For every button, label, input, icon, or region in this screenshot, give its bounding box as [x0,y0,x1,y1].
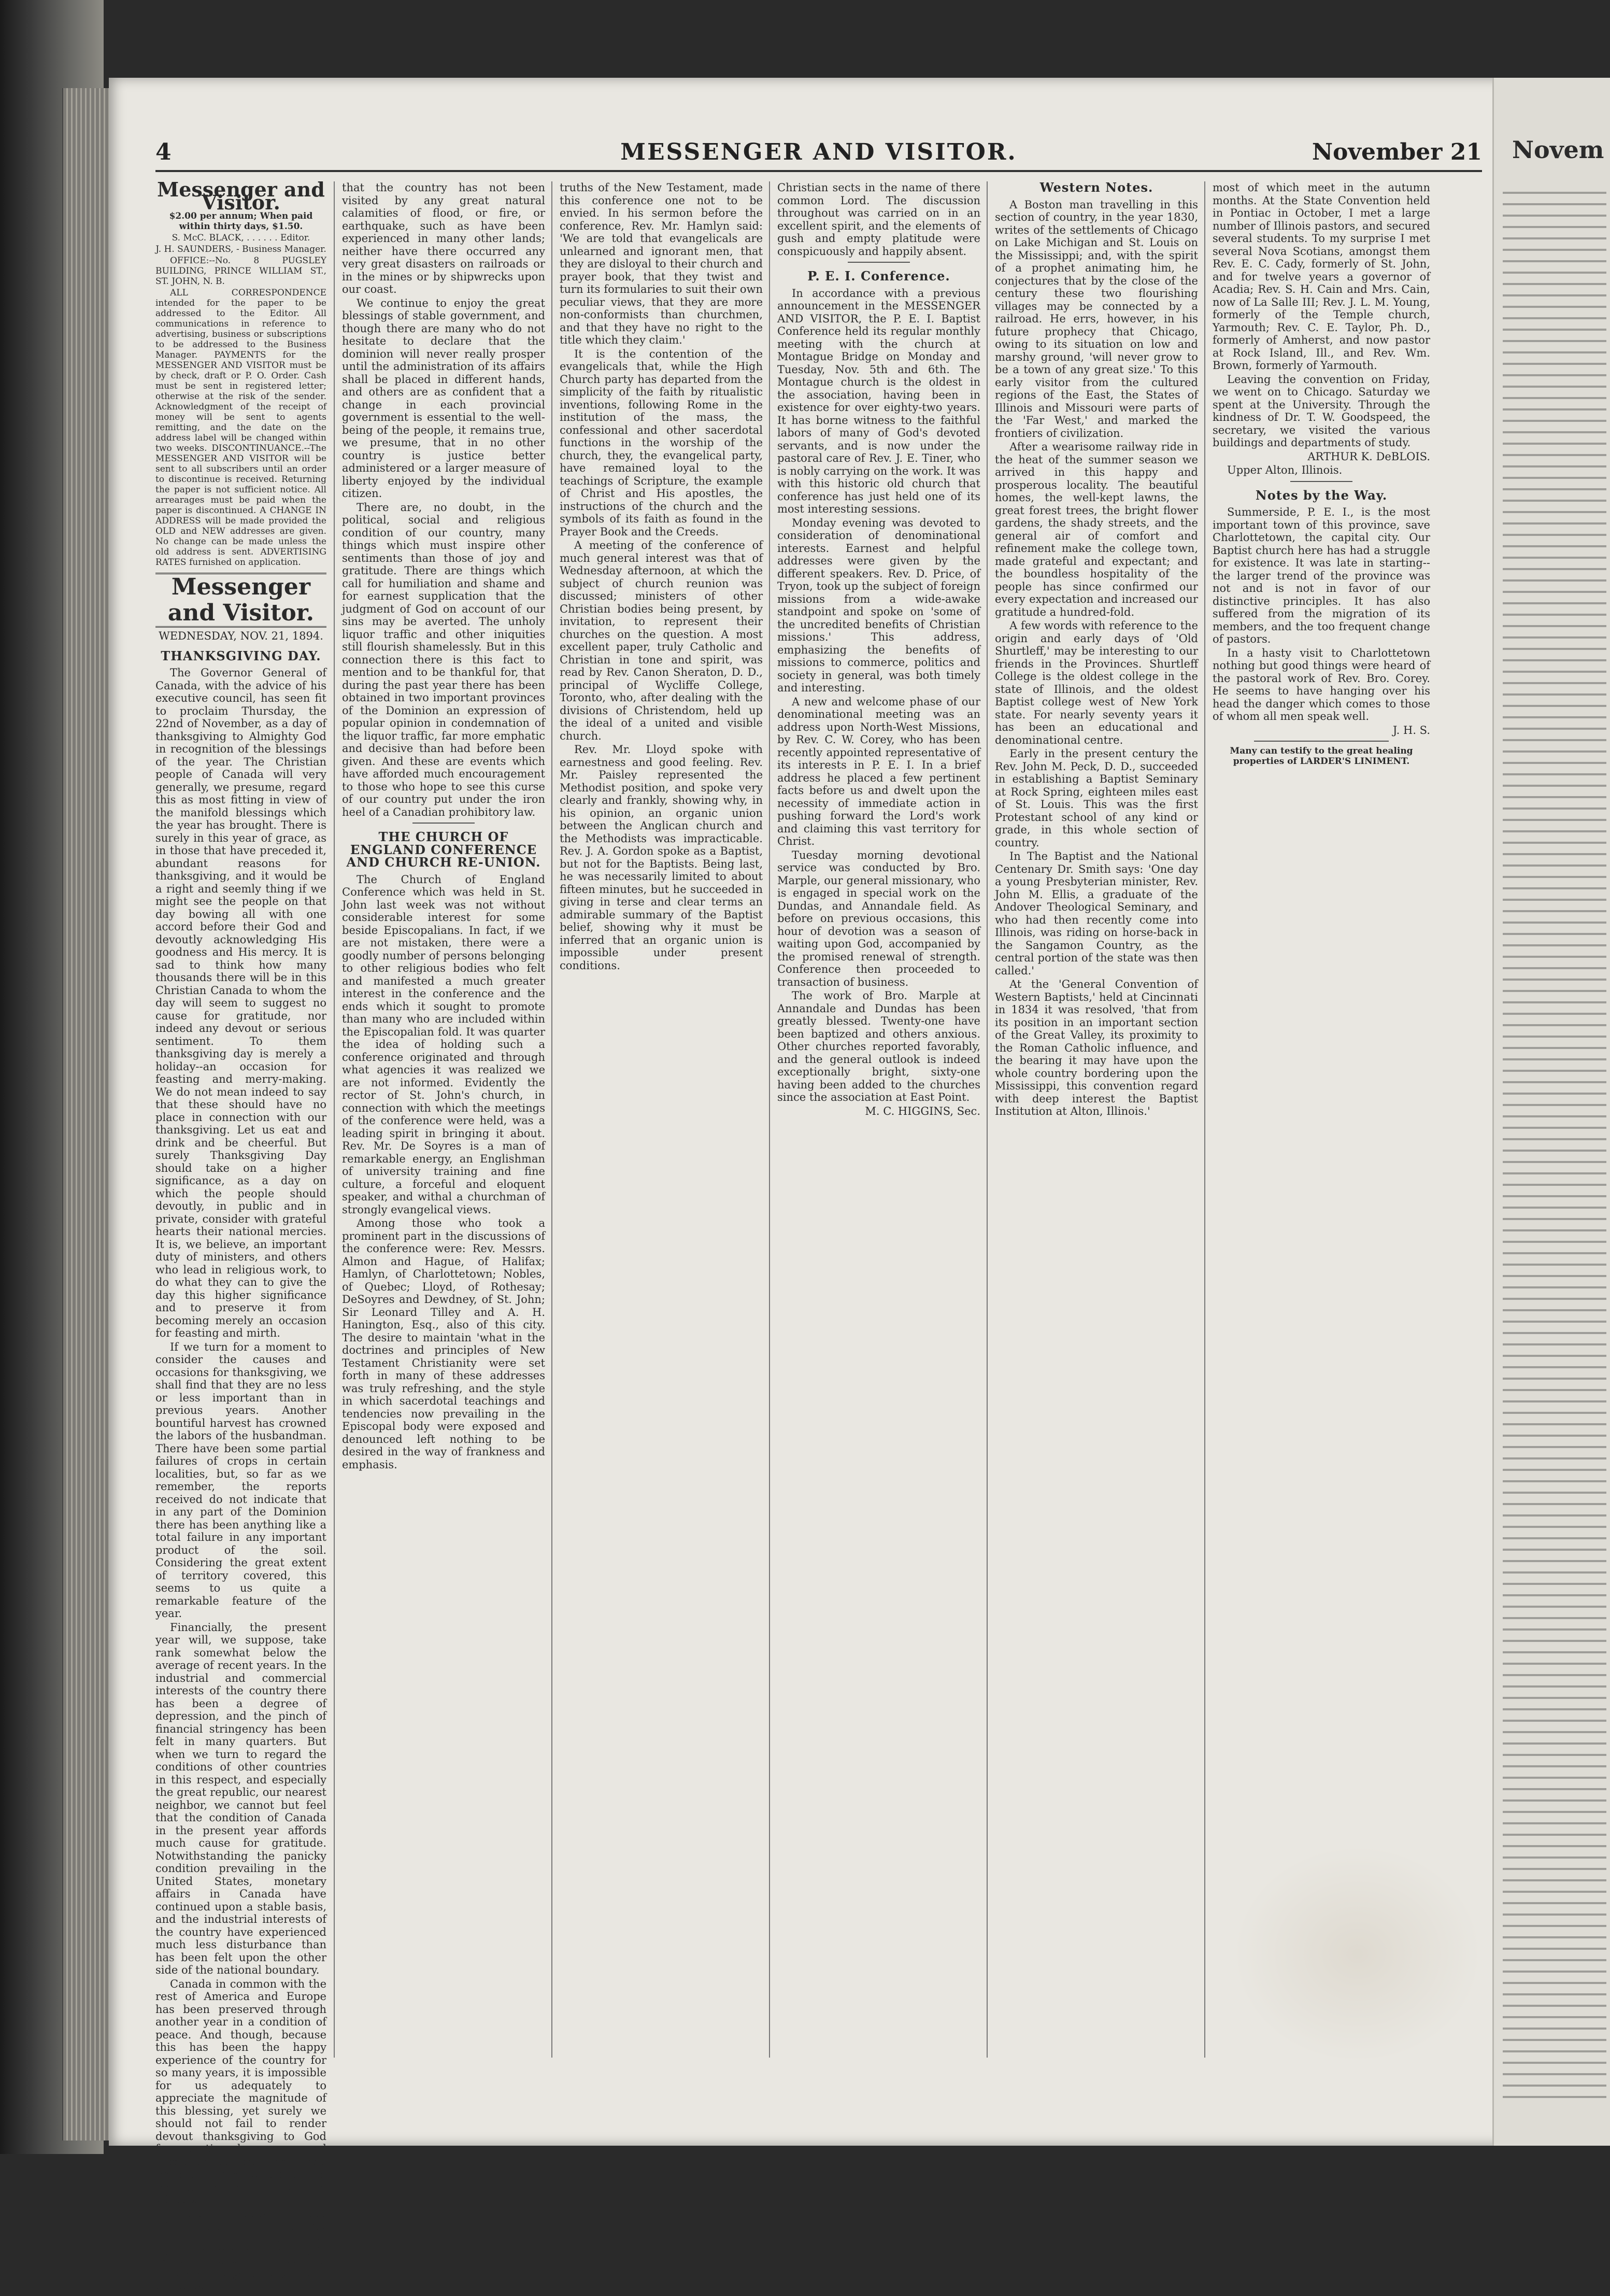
article-paragraph: Christian sects in the name of there common Lord. The discussion throughout was carried on in an excellent spirit, and the elements of gush and empty platitude were conspicuously and happily absent. [777,181,980,258]
article-paragraph: After a wearisome railway ride in the heat of the summer season we arrived in this happy and prosperous locality. The beautiful homes, the well-kept lawns, the great forest trees, the bright flower gardens, the shady streets, and the general air of comfort and refinement make the college town, made grateful and expectant; and the boundless hospitality of the people has since confirmed our every expectation and increased our gratitude a hundred-fold. [995,441,1198,618]
article-title-pei-conference: P. E. I. Conference. [777,270,980,283]
column-rule [1204,181,1205,2058]
editor-credit: S. McC. BLACK, . . . . . . Editor. [155,233,326,243]
page-stack-edge [62,88,110,2141]
subscription-price: $2.00 per annum; When paid within thirty days, $1.50. [155,211,326,232]
article-title-notes-by-the-way: Notes by the Way. [1213,489,1430,502]
article-paragraph: most of which meet in the autumn months. At the State Convention held in Pontiac in October, I met a large number of Illinois pastors, and secured several students. To my surprise I met several Nova Scotians, amongst them Rev. E. C. Cady, formerly of St. John, and for twelve years a governor of Acadia; Rev. S. H. Cain and Mrs. Cain, now of La Salle III; Rev. J. L. M. Young, formerly of the Temple church, Yarmouth; Rev. C. E. Taylor, Ph. D., formerly of Amherst, and now pastor at Rock Island, Ill., and Rev. Wm. Brown, formerly of Yarmouth. [1213,181,1430,372]
signature: J. H. S. [1213,724,1430,737]
article-paragraph: We continue to enjoy the great blessings of stable government, and though there are many who do not hesitate to declare that the dominion will never really prosper until the administration of its affairs shall be placed in different hands, and others are as confident that a change in each provincial government is essential to the well-being of the people, it remains true, we presume, that in no other country is justice better administered or a larger measure of liberty enjoyed by the individual citizen. [342,297,545,500]
publication-notice: ALL CORRESPONDENCE intended for the paper to be addressed to the Editor. All communications in reference to advertising, business or subscriptions to be addressed to the Business Manager. PAYMENTS for the MESSENGER AND VISITOR must be by check, draft or P. O. Order. Cash must be sent in registered letter; otherwise at the risk of the sender. Acknowledgment of the receipt of money will be sent to agents remitting, and the date on the address label will be changed within two weeks. DISCONTINUANCE.--The MESSENGER AND VISITOR will be sent to all subscribers until an order to discontinue is received. Returning the paper is not sufficient notice. All arrearages must be paid when the paper is discontinued. A CHANGE IN ADDRESS will be made provided the OLD and NEW addresses are given. No change can be made unless the old address is sent. ADVERTISING RATES furnished on application. [155,288,326,568]
publication-title: Messenger and Visitor. [155,183,326,209]
article-paragraph: The Church of England Conference which was held in St. John last week was not without considerable interest for some beside Episcopalians. In fact, if we are not mistaken, there were a goodly number of persons belonging to other religious bodies who felt and manifested a much greater interest in the conference and the ends which it sought to promote than many who are included within the Episcopalian fold. It was quarter the idea of holding such a conference originated and through what agencies it was realized we are not informed. Evidently the rector of St. John's church, in connection with which the meetings of the conference were held, was a leading spirit in bringing it about. Rev. Mr. De Soyres is a man of remarkable energy, an Englishman of university training and fine culture, a forceful and eloquent speaker, and withal a churchman of strongly evangelical views. [342,873,545,1216]
article-paragraph: In a hasty visit to Charlottetown nothing but good things were heard of the pastoral work of Rev. Bro. Corey. He seems to have hanging over his head the danger which comes to those of whom all men speak well. [1213,647,1430,723]
column-3 [560,181,763,2063]
article-paragraph: While casualties attended with destruction of property and loss of life more or less have occurred in various parts of the Dominion during the year, it is certainly great cause for gratitude [155,2207,326,2296]
article-paragraph: In The Baptist and the National Centenary Dr. Smith says: 'One day a young Presbyterian minister, Rev. John M. Ellis, a graduate of the Andover Theological Seminary, and who had then recently come into Illinois, was riding on horse-back in the Sangamon Country, as the central portion of the state was then called.' [995,850,1198,977]
signature: M. C. HIGGINS, Sec. [777,1105,980,1118]
dateline: Upper Alton, Illinois. [1213,464,1430,477]
issue-date: WEDNESDAY, NOV. 21, 1894. [155,630,326,643]
masthead [155,139,1482,172]
office-address: OFFICE:--No. 8 PUGSLEY BUILDING, PRINCE WILLIAM ST., ST. JOHN, N. B. [155,256,326,287]
signature: ARTHUR K. DeBLOIS. [1213,450,1430,463]
article-paragraph: Summerside, P. E. I., is the most important town of this province, save Charlottetown, the capital city. Our Baptist church here has had a struggle for existence. It was late in starting--the larger trend of the province was not and is not in favor of our distinctive principles. It has also suffered from the migration of its members, and the too frequent change of pastors. [1213,506,1430,646]
article-paragraph: There are, no doubt, in the political, social and religious condition of our country, many things which must inspire other sentiments than those of joy and gratitude. There are things which call for humiliation and shame and for earnest supplication that the judgment of God on account of our sins may be averted. The unholy liquor traffic and other iniquities still flourish shamelessly. But in this connection there is this fact to mention and to be thankful for, that during the past year there has been obtained in two important provinces of the Dominion an expression of popular opinion in condemnation of the liquor traffic, far more emphatic and decisive than had before been given. And these are events which have afforded much encouragement to those who hope to see this curse of our country put under the iron heel of a Canadian prohibitory law. [342,501,545,819]
article-paragraph: The work of Bro. Marple at Annandale and Dundas has been greatly blessed. Twenty-one have been baptized and others anxious. Other churches reported favorably, and the general outlook is indeed exceptionally bright, sixty-one having been added to the churches since the association at East Point. [777,989,980,1104]
article-paragraph: A few words with reference to the origin and early days of 'Old Shurtleff,' may be interesting to our friends in the Provinces. Shurtleff College is the oldest college in the state of Illinois, and the oldest Baptist college west of New York state. For nearly seventy years it has been an educational and denominational centre. [995,619,1198,746]
advertisement: Many can testify to the great healing properties of LARDER'S LINIMENT. [1213,746,1430,767]
article-paragraph: Tuesday morning devotional service was conducted by Bro. Marple, our general missionary, who is engaged in special work on the Dundas, and Annandale field. As before on previous occasions, this hour of devotion was a season of waiting upon God, accompanied by the promised renewal of strength. Conference then proceeded to transaction of business. [777,849,980,989]
column-rule [551,181,552,2058]
divider [1290,481,1352,482]
article-paragraph: Early in the present century the Rev. John M. Peck, D. D., succeeded in establishing a Baptist Seminary at Rock Spring, eighteen miles east of St. Louis. This was the first Protestant school of any kind or grade, in this whole section of country. [995,747,1198,849]
article-paragraph: Rev. Mr. Lloyd spoke with earnestness and good feeling. Rev. Mr. Paisley represented the Methodist position, and spoke very clearly and frankly, showing why, in his opinion, an organic union between the Anglican church and the Methodists was impracticable. Rev. J. A. Gordon spoke as a Baptist, but not for the Baptists. Being last, he was necessarily limited to about fifteen minutes, but he succeeded in giving in terse and clear terms an admirable summary of the Baptist belief, showing why it must be inferred that an organic union is impossible under present conditions. [560,743,763,972]
column-4 [777,181,980,2063]
divider [1254,741,1389,742]
nameplate: Messenger and Visitor. [155,573,326,628]
article-paragraph: Canada in common with the rest of America and Europe has been preserved through another year in a condition of peace. And though, because this has been the happy experience of the country for so many years, it is impossible for us adequately to appreciate the magnitude of this blessing, yet surely we should not fail to render devout thanksgiving to God for continued peace, and earnestly to pray that the protecting hand of a gracious providence may not be withdrawn. [155,1978,326,2206]
newspaper-title: MESSENGER AND VISITOR. [155,139,1482,165]
page-number: 4 [155,139,172,165]
manager-credit: J. H. SAUNDERS, - Business Manager. [155,244,326,254]
column-rule [334,181,335,2058]
article-title-western-notes: Western Notes. [995,181,1198,194]
column-2 [342,181,545,2063]
article-paragraph: If we turn for a moment to consider the causes and occasions for thanksgiving, we shall find that they are no less or less important than in previous years. Another bountiful harvest has crowned the labors of the husbandman. There have been some partial failures of crops in certain localities, but, so far as we remember, the reports received do not indicate that in any part of the Dominion there has been anything like a total failure in any important product of the soil. Considering the great extent of territory covered, this seems to us quite a remarkable feature of the year. [155,1341,326,1620]
right-page-text-lines [1503,187,1606,2104]
article-paragraph: In accordance with a previous announcement in the MESSENGER AND VISITOR, the P. E. I. Baptist Conference held its regular monthly meeting with the church at Montague Bridge on Monday and Tuesday, Nov. 5th and 6th. The Montague church is the oldest in the association, having been in existence for over eighty-two years. It has borne witness to the faithful labors of many of God's devoted servants, and is now under the pastoral care of Rev. J. E. Tiner, who is nobly carrying on the work. It was with this historic old church that conference has just held one of its most interesting sessions. [777,287,980,516]
article-paragraph: At the 'General Convention of Western Baptists,' held at Cincinnati in 1834 it was resolved, 'that from its position in an important section of the Great Valley, its proximity to the Roman Catholic influence, and the bearing it may have upon the whole country bordering upon the Mississippi, this convention regard with deep interest the Baptist Institution at Alton, Illinois.' [995,978,1198,1118]
article-title-church-conference: THE CHURCH OF ENGLAND CONFERENCE AND CHURCH RE-UNION. [342,831,545,869]
article-paragraph: It is the contention of the evangelicals that, while the High Church party has departed from the simplicity of the faith by ritualistic inventions, following Rome in the institution of the mass, the confessional and other sacerdotal functions in the worship of the church, they, the evangelical party, have remained loyal to the teachings of Scripture, the example of Christ and His apostles, the instructions of the church and the symbols of its faith as found in the Prayer Book and the Creeds. [560,348,763,538]
column-5 [995,181,1198,2063]
article-paragraph: A Boston man travelling in this section of country, in the year 1830, writes of the settlements of Chicago on Lake Michigan and St. Louis on the Mississippi; and, with the spirit of a prophet animating him, he conjectures that by the close of the century these two flourishing villages may be connected by a railroad. He errs, however, in his future prophecy that Chicago, owing to its situation on low and marshy ground, 'will never grow to be a town of any great size.' To this early visitor from the cultured regions of the East, the States of Illinois and Missouri were parts of the 'Far West,' and marked the frontiers of civilization. [995,199,1198,440]
article-paragraph: Monday evening was devoted to consideration of denominational interests. Earnest and helpful addresses were given by the different speakers. Rev. D. Price, of Tryon, took up the subject of foreign missions from a wide-awake standpoint and spoke on 'some of the uncredited benefits of Christian missions.' This address, emphasizing the benefits of missions to commerce, politics and society in general, was both timely and interesting. [777,517,980,695]
column-rule [769,181,770,2058]
article-paragraph: Leaving the convention on Friday, we went on to Chicago. Saturday we spent at the University. Through the kindness of Dr. T. W. Goodspeed, the secretary, we visited the various buildings and departments of study. [1213,373,1430,449]
article-paragraph: that the country has not been visited by any great natural calamities of flood, or fire, or earthquake, such as have been experienced in many other lands; neither have there occurred any very great disasters on railroads or in the mines or by shipwrecks upon our coast. [342,181,545,296]
article-paragraph: A meeting of the conference of much general interest was that of Wednesday afternoon, at which the subject of church reunion was discussed; ministers of other Christian bodies being present, by invitation, to represent their churches on the question. A most excellent paper, truly Catholic and Christian in tone and spirit, was read by Rev. Canon Sheraton, D. D., principal of Wycliffe College, Toronto, who, after dealing with the divisions of Christendom, held up the ideal of a united and visible church. [560,539,763,742]
article-paragraph: The Governor General of Canada, with the advice of his executive council, has seen fit to proclaim Thursday, the 22nd of November, as a day of thanksgiving to Almighty God in recognition of the blessings of the year. The Christian people of Canada will very generally, we presume, regard this as most fitting in view of the manifold blessings which the year has brought. There is surely in this year of grace, as in those that have preceded it, abundant reasons for thanksgiving, and it would be a right and seemly thing if we might see the people on that day bowing all with one accord before their God and devoutly acknowledging His goodness and His mercy. It is sad to think how many thousands there will be in this Christian Canada to whom the day will seem to suggest no cause for gratitude, nor indeed any devout or serious sentiment. To them thanksgiving day is merely a holiday--an occasion for feasting and merry-making. We do not mean indeed to say that these should have no place in connection with our thanksgiving. Let us eat and drink and be cheerful. But surely Thanksgiving Day should take on a higher significance, as a day on which the people should devoutly, in public and in private, consider with grateful hearts their national mercies. It is, we believe, an important duty of ministers, and others who lead in religious work, to do what they can to give the day this higher significance and to preserve it from becoming merely an occasion for feasting and mirth. [155,667,326,1340]
issue-date-header: November 21 [1312,139,1482,165]
article-paragraph: truths of the New Testament, made this conference one not to be envied. In his sermon before the conference, Rev. Mr. Hamlyn said: 'We are told that evangelicals are unlearned and ignorant men, that they are disloyal to their church and prayer book, that they twist and turn its formularies to suit their own peculiar views, that they are more non-conformists than churchmen, and that they have no right to the title which they claim.' [560,181,763,347]
article-paragraph: Among those who took a prominent part in the discussions of the conference were: Rev. Messrs. Almon and Hague, of Halifax; Hamlyn, of Charlottetown; Nobles, of Quebec; Lloyd, of Rothesay; DeSoyres and Dewdney, of St. John; Sir Leonard Tilley and A. H. Hanington, Esq., also of this city. The desire to maintain 'what in the doctrines and principles of New Testament Christianity were set forth in many of these addresses was truly refreshing, and the style in which sacerdotal teachings and tendencies now prevailing in the Episcopal body were exposed and denounced left nothing to be desired in the way of frankness and emphasis. [342,1217,545,1471]
article-paragraph: Financially, the present year will, we suppose, take rank somewhat below the average of recent years. In the industrial and commercial interests of the country there has been a degree of depression, and the pinch of financial stringency has been felt in many quarters. But when we turn to regard the conditions of other countries in this respect, and especially the great republic, our nearest neighbor, we cannot but feel that the condition of Canada in the present year affords much cause for gratitude. Notwithstanding the panicky condition prevailing in the United States, monetary affairs in Canada have continued upon a stable basis, and the industrial interests of the country have experienced much less disturbance than has been felt upon the other side of the national boundary. [155,1621,326,1977]
column-rule [987,181,988,2058]
divider [848,262,910,263]
column-1 [155,181,326,2063]
right-page-header: Novem [1512,136,1604,164]
article-paragraph: A new and welcome phase of our denominational meeting was an address upon North-West Missions, by Rev. C. W. Corey, who has been recently appointed representative of its interests in P. E. I. In a brief address he placed a few pertinent facts before us and dwelt upon the necessity of immediate action in pushing forward the Lord's work and claiming this vast territory for Christ. [777,696,980,848]
column-6 [1213,181,1430,2063]
divider [412,823,475,824]
article-title-thanksgiving: THANKSGIVING DAY. [155,650,326,663]
